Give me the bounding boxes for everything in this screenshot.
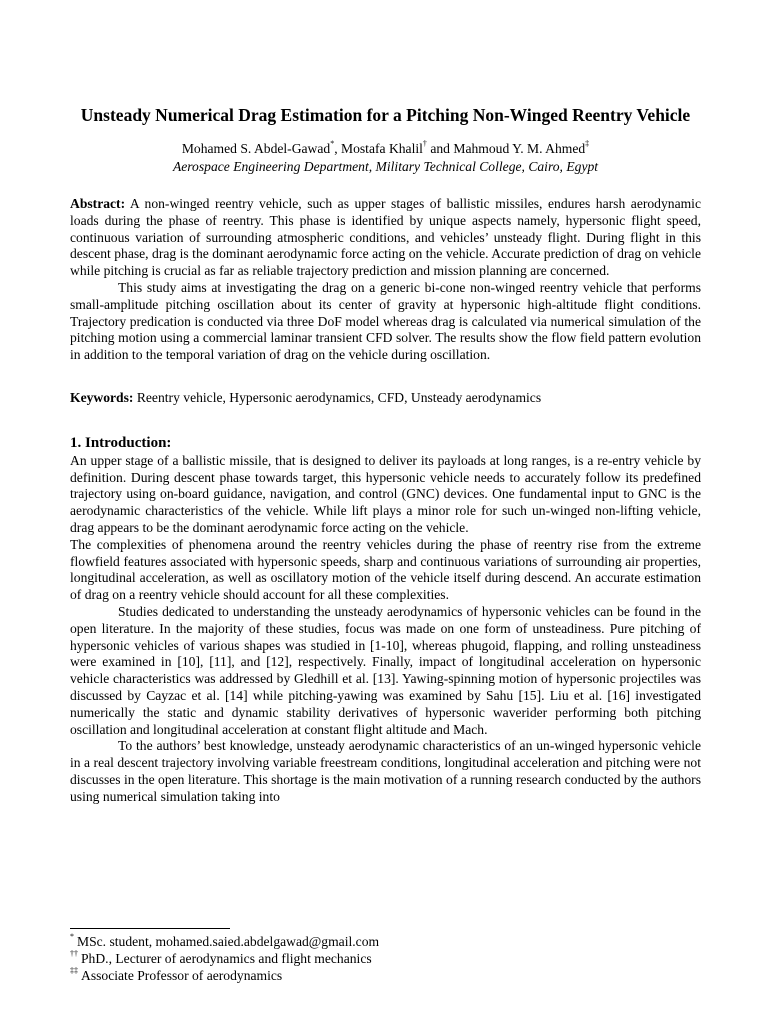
footnote-mark: *	[70, 932, 74, 942]
abstract-paragraph	[70, 196, 701, 280]
abstract-label: Abstract:	[70, 196, 126, 211]
footnote-text: MSc. student, mohamed.saied.abdelgawad@gmail.com	[77, 934, 380, 949]
footnotes	[70, 928, 701, 984]
section-heading: 1. Introduction:	[70, 434, 172, 451]
footnote-text: Associate Professor of aerodynamics	[81, 968, 283, 983]
footnote-text: PhD., Lecturer of aerodynamics and flight mechanics	[81, 951, 372, 966]
abstract-text: A non-winged reentry vehicle, such as upper stages of ballistic missiles, endures harsh aerodynamic loads during the phase of reentry. This phase is identified by unique aspects namely, hypersonic flight speed, continuous variation of surrounding atmospheric conditions, and vehicles’ unsteady flight. During flight in this descent phase, drag is the dominant aerodynamic force acting on the vehicle. Accurate prediction of drag on vehicle while pitching is crucial as far as reliable trajectory prediction and mission planning are concerned.	[70, 196, 701, 279]
keywords-text: Reentry vehicle, Hypersonic aerodynamics, CFD, Unsteady aerodynamics	[133, 389, 542, 405]
footnote	[70, 933, 701, 950]
paper-title: Unsteady Numerical Drag Estimation for a Pitching Non-Winged Reentry Vehicle	[80, 105, 691, 125]
affiliation: Aerospace Engineering Department, Military Technical College, Cairo, Egypt	[172, 159, 599, 174]
author-mark: *	[330, 139, 335, 149]
intro-paragraph-2: The complexities of phenomena around the reentry vehicles during the phase of reentry rise from the extreme flowfield features associated with hypersonic speeds, sharp and continuous variations of surrounding air properties, longitudinal acceleration, as well as oscillatory motion of the vehicle itself during descend. An accurate estimation of drag on a reentry vehicle should account for all these complexities.	[70, 536, 701, 603]
author-separator: and	[426, 141, 454, 156]
keywords-label: Keywords:	[70, 389, 134, 405]
paper-page	[70, 104, 701, 806]
footnote-divider	[70, 928, 230, 929]
footnote-mark: ‡‡	[70, 966, 78, 976]
intro-paragraph-4: To the authors’ best knowledge, unsteady aerodynamic characteristics of an un-winged hypersonic vehicle in a real descent trajectory involving variable freestream conditions, longitudinal acceleration and pitching were not discusses in the open literature. This shortage is the main motivation of a running research conducted by the authors using numerical simulation taking into	[70, 738, 701, 804]
footnote	[70, 950, 701, 967]
footnote-mark: ††	[70, 949, 78, 959]
author-name: Mostafa Khalil	[341, 141, 423, 156]
footnote	[70, 967, 701, 984]
author-name: Mahmoud Y. M. Ahmed	[453, 141, 586, 156]
author-list	[70, 140, 701, 158]
author-separator: ,	[334, 141, 341, 156]
keywords-line	[70, 390, 701, 407]
intro-paragraph-3: Studies dedicated to understanding the unsteady aerodynamics of hypersonic vehicles can be found in the open literature. In the majority of these studies, focus was made on one form of unsteadiness. Pure pitching of hypersonic vehicles of various shapes was studied in [1-10], whereas phugoid, flapping, and rolling unsteadiness were examined in [10], [11], and [12], respectively. Finally, impact of longitudinal acceleration on hypersonic vehicle characteristics was addressed by Gledhill et al. [13]. Yawing-spinning motion of hypersonic projectiles was discussed by Cayzac et al. [14] while pitching-yawing was examined by Sahu [15]. Liu et al. [16] investigated numerically the static and dynamic stability derivatives of hypersonic waverider performing both pitching oscillation and longitudinal acceleration at constant flight altitude and Mach.	[70, 603, 701, 737]
author-name: Mohamed S. Abdel-Gawad	[181, 141, 331, 156]
author-mark: †	[422, 139, 427, 149]
author-mark: ‡	[585, 139, 590, 149]
abstract-paragraph-2: This study aims at investigating the drag on a generic bi-cone non-winged reentry vehicle that performs small-amplitude pitching oscillation about its center of gravity at hypersonic high-altitude flight conditions. Trajectory predication is conducted via three DoF model whereas drag is calculated via numerical simulation of the pitching motion using a commercial laminar transient CFD solver. The results show the flow field pattern evolution in addition to the temporal variation of drag on the vehicle during oscillation.	[70, 279, 701, 363]
intro-paragraph-1: An upper stage of a ballistic missile, that is designed to deliver its payloads at long ranges, is a re-entry vehicle by definition. During descent phase towards target, this hypersonic vehicle needs to accurately follow its predefined trajectory using on-board guidance, navigation, and control (GNC) devices. One fundamental input to GNC is the aerodynamic characteristics of the vehicle. While lift plays a minor role for such un-winged non-lifting vehicle, drag appears to be the dominant aerodynamic force acting on the vehicle.	[70, 452, 701, 535]
